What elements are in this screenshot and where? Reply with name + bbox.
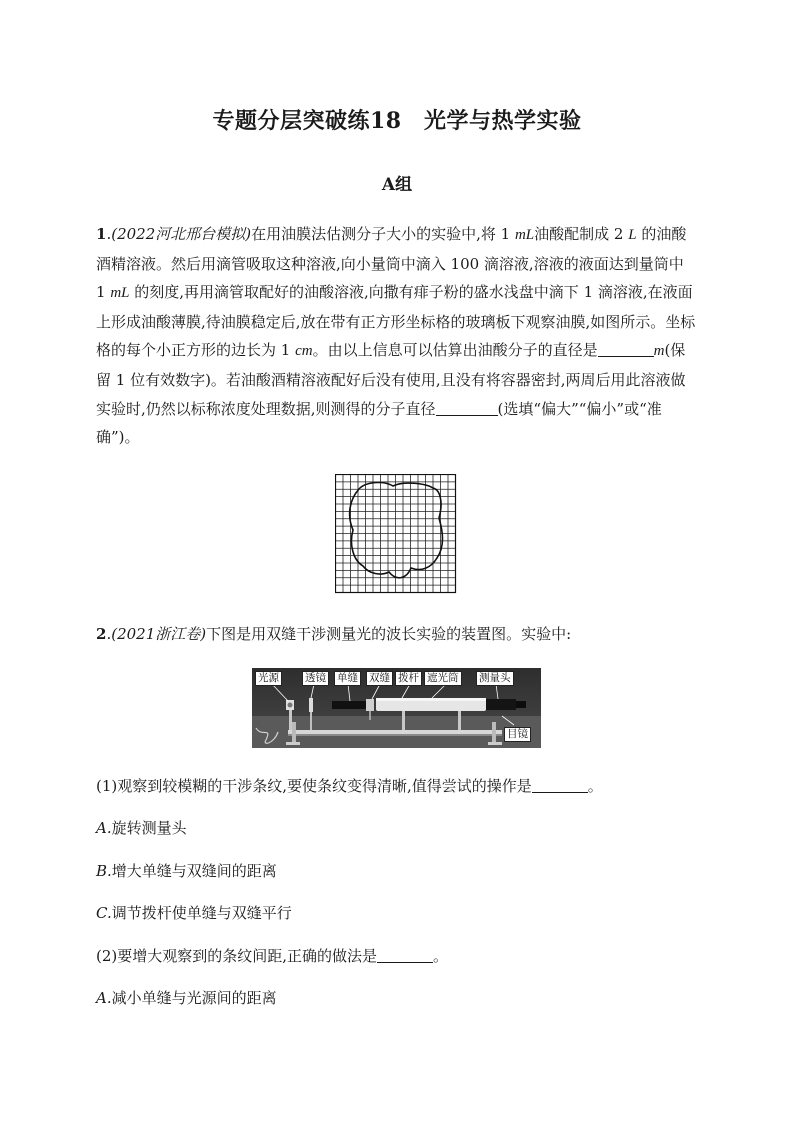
question-number: 2 [96, 625, 107, 643]
label-lever: 拨杆 [395, 671, 422, 686]
light-source-post [289, 710, 292, 730]
option-letter: A. [96, 819, 112, 837]
option-letter: C. [96, 904, 112, 922]
option-1c[interactable] [96, 903, 292, 923]
lens-holder [309, 698, 313, 712]
option-text: 调节拨杆使单缝与双缝平行 [111, 904, 292, 922]
sub-question-text: (1)观察到较模糊的干涉条纹,要使条纹变得清晰,值得尝试的操作是 [96, 777, 532, 795]
label-light-source: 光源 [255, 671, 282, 686]
answer-blank-deviation[interactable] [436, 399, 498, 416]
sub-question-end: 。 [587, 777, 603, 795]
option-letter: B. [96, 862, 112, 880]
question-text: 下图是用双缝干涉测量光的波长实验的装置图。实验中: [206, 625, 572, 643]
pointer-measure-head [496, 684, 498, 699]
eyepiece-body [516, 701, 526, 708]
unit-ml: mL [514, 227, 535, 243]
unit-ml: mL [110, 285, 130, 302]
answer-blank-sub2[interactable] [377, 946, 433, 963]
pointer-lens [311, 684, 314, 698]
unit-m: m [653, 343, 665, 360]
unit-l: L [628, 227, 637, 243]
answer-blank-diameter[interactable] [598, 340, 654, 357]
unit-cm: cm [295, 343, 313, 360]
optical-rail [288, 730, 502, 734]
rail-foot-left [286, 742, 300, 745]
option-text: 旋转测量头 [111, 819, 187, 837]
sub-question-text: (2)要增大观察到的条纹间距,正确的做法是 [96, 947, 378, 965]
question-1: 1.(2022河北邢台模拟)在用油膜法估测分子大小的实验中,将 1 mL油酸配制成 2 L 的油酸酒精溶液。然后用滴管吸取这种溶液,向小量筒中滴入 100 滴溶液,溶液的液面达到量筒中 1 mL 的刻度,再用滴管取配好的油酸溶液,向撒有痱子粉的盛水浅盘中滴下 1 滴溶液,在液面上形成油酸薄膜,待油膜稳定后,放在带有正方形坐标格的玻璃板下观察油膜,如图所示。坐标格的每个小正方形的边长为 1 cm。由以上信息可以估算出油酸分子的直径是 m(保留 1 位有效数字)。若油酸酒精溶液配好后没有使用,且没有将容器密封,两周后用此溶液做实验时,仍然以标称浓度处理数据,则测得的分子直径 (选填“偏大”“偏小”或“准确”)。 [96, 225, 696, 447]
option-2a[interactable] [96, 988, 277, 1008]
question-text: 油酸配制成 2 [534, 225, 629, 243]
pointer-shade-tube [432, 684, 446, 698]
question-text: 的刻度,再用滴管取配好的油酸溶液,向撒有痱子粉的盛水浅盘中滴下 1 滴溶液,在液面上形成油酸薄膜,待油膜稳定后,放在带有正方形坐标格的玻璃板下观察油膜,如图所示。坐标格的每个小正方形的边长为 1 [96, 283, 696, 360]
label-single-slit: 单缝 [334, 671, 361, 686]
question-2-stem: 2.(2021浙江卷)下图是用双缝干涉测量光的波长实验的装置图。实验中: [96, 625, 572, 643]
single-slit-tube [332, 701, 366, 709]
pointer-light-source [272, 684, 288, 701]
pointer-single-slit [348, 684, 350, 701]
label-shade-tube: 遮光筒 [424, 671, 462, 686]
oil-film-grid-figure [335, 474, 457, 594]
answer-blank-sub1[interactable] [532, 776, 588, 793]
page-title: 专题分层突破练18 光学与热学实验 [212, 108, 582, 134]
sub-question-2 [96, 946, 448, 966]
pointer-double-slit [372, 684, 380, 699]
tube-support-right [458, 711, 461, 730]
double-slit-apparatus-figure [252, 668, 541, 748]
pointer-lever [402, 684, 410, 698]
rail-leg-right [492, 722, 496, 744]
question-text: 。由以上信息可以估算出油酸分子的直径是 [312, 341, 598, 360]
sub-question-end: 。 [433, 947, 449, 965]
lens-post [310, 712, 312, 730]
question-text: 在用油膜法估测分子大小的实验中,将 1 [251, 225, 515, 243]
label-lens: 透镜 [302, 671, 329, 686]
sub-question-1 [96, 776, 603, 796]
option-text: 增大单缝与双缝间的距离 [111, 862, 277, 880]
option-1b[interactable] [96, 861, 277, 881]
label-measure-head: 测量头 [476, 671, 514, 686]
measuring-head [486, 699, 516, 710]
question-source: (2021浙江卷) [111, 625, 207, 643]
question-text: 的油酸酒精溶液。然后用滴管吸取这种溶液,向小量筒中滴入 100 滴溶液,溶液的液面达到量筒中 1 [96, 225, 687, 302]
double-slit-mount [366, 699, 374, 711]
option-1a[interactable] [96, 818, 187, 838]
question-number: 1 [96, 225, 107, 243]
shade-tube-highlight [376, 698, 486, 701]
question-text: (选填“偏大”“偏小”或“准确”)。 [96, 399, 662, 447]
tube-support-left [402, 711, 405, 730]
light-source-bulb [288, 703, 293, 708]
label-double-slit: 双缝 [366, 671, 393, 686]
option-text: 减小单缝与光源间的距离 [111, 989, 277, 1007]
question-source: (2022河北邢台模拟) [111, 225, 252, 243]
label-eyepiece: 目镜 [504, 727, 531, 742]
rail-foot-right [488, 742, 502, 745]
option-letter: A. [96, 989, 112, 1007]
group-heading: A组 [381, 175, 413, 195]
rail-leg-left [292, 722, 296, 744]
question-text: (保留 1 位有效数字)。若油酸酒精溶液配好后没有使用,且没有将容器密封,两周后用此溶液做实验时,仍然以标称浓度处理数据,则测得的分子直径 [96, 341, 686, 418]
optical-rail-shadow [288, 734, 502, 736]
